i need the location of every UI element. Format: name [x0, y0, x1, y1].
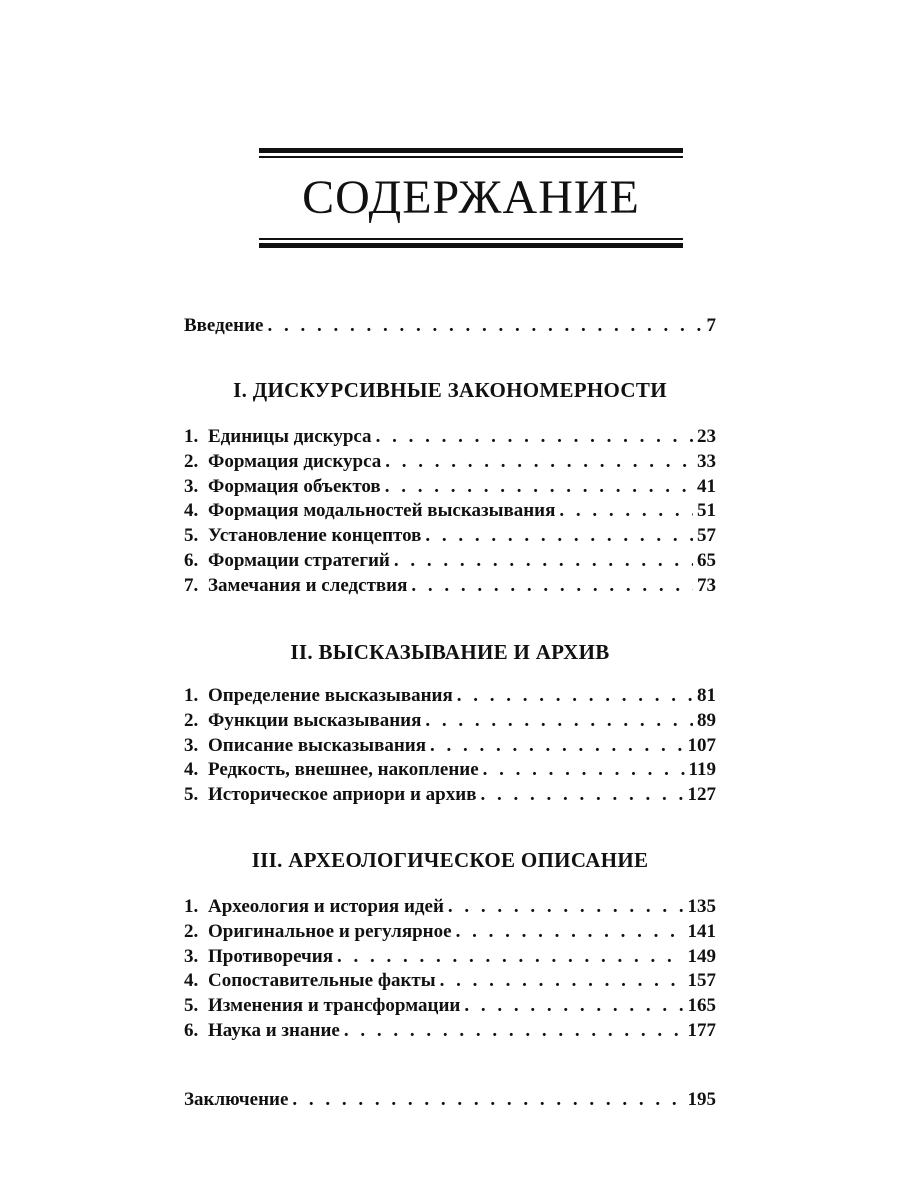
toc-row[interactable] — [184, 499, 716, 524]
toc-label: Изменения и трансформации — [208, 995, 461, 1017]
toc-page: 149 — [687, 945, 716, 967]
toc-page: 57 — [697, 525, 716, 547]
leader-dots — [394, 549, 693, 574]
toc-label: Наука и знание — [208, 1019, 340, 1041]
toc-page: 119 — [688, 759, 716, 781]
toc-row[interactable] — [184, 450, 716, 475]
toc-number: 3. — [184, 734, 199, 756]
toc-number: 1. — [184, 685, 199, 706]
toc-section-1 — [184, 425, 716, 599]
toc-label: Определение высказывания — [208, 685, 453, 706]
toc-page: 23 — [697, 426, 716, 447]
toc-row[interactable] — [184, 895, 716, 920]
toc-row[interactable] — [184, 709, 716, 734]
toc-row-conclusion[interactable] — [184, 1088, 716, 1113]
bottom-double-rule — [259, 238, 683, 248]
toc-label: Заключение — [184, 1089, 289, 1110]
toc-number: 4. — [184, 500, 199, 522]
toc-label: Формация дискурса — [208, 450, 382, 472]
section-heading-1: I. ДИСКУРСИВНЫЕ ЗАКОНОМЕРНОСТИ — [233, 378, 667, 402]
toc-page: 127 — [687, 784, 716, 806]
toc-page: 141 — [687, 920, 716, 942]
toc-number: 5. — [184, 525, 199, 547]
toc-page: 51 — [697, 500, 716, 522]
toc-label: Оригинальное и регулярное — [208, 920, 452, 942]
toc-label: Установление концептов — [208, 525, 422, 547]
toc-page: 7 — [706, 315, 716, 336]
leader-dots — [430, 734, 683, 759]
leader-dots — [337, 945, 684, 970]
leader-dots — [559, 499, 693, 524]
toc-number: 4. — [184, 970, 199, 992]
toc-number: 1. — [184, 426, 199, 447]
toc-row[interactable] — [184, 783, 716, 808]
toc-number: 2. — [184, 920, 199, 942]
toc-page: 135 — [687, 896, 716, 917]
toc-row[interactable] — [184, 969, 716, 994]
toc-page: 33 — [697, 450, 716, 472]
toc-number: 4. — [184, 759, 199, 781]
toc-label: Формация объектов — [208, 475, 381, 497]
leader-dots — [425, 524, 693, 549]
toc-page: 165 — [687, 995, 716, 1017]
toc-label: Введение — [184, 315, 264, 336]
top-double-rule — [259, 148, 683, 158]
toc-label: Функции высказывания — [208, 709, 422, 731]
toc-row[interactable] — [184, 684, 716, 709]
leader-dots — [385, 450, 693, 475]
leader-dots — [448, 895, 684, 920]
leader-dots — [344, 1019, 684, 1044]
section-heading-3: III. АРХЕОЛОГИЧЕСКОЕ ОПИСАНИЕ — [251, 848, 649, 872]
leader-dots — [457, 684, 693, 709]
leader-dots — [268, 314, 703, 339]
toc-label: Формации стратегий — [208, 549, 390, 571]
toc-row[interactable] — [184, 734, 716, 759]
toc-number: 7. — [184, 574, 199, 596]
toc-number: 6. — [184, 549, 199, 571]
toc-row-intro[interactable] — [184, 314, 716, 339]
toc-number: 3. — [184, 475, 199, 497]
toc-page: 89 — [697, 709, 716, 731]
section-heading-2: II. ВЫСКАЗЫВАНИЕ И АРХИВ — [290, 640, 610, 664]
leader-dots — [456, 920, 684, 945]
toc-page: 65 — [697, 549, 716, 571]
leader-dots — [292, 1088, 683, 1113]
toc-label: Археология и история идей — [208, 896, 444, 917]
leader-dots — [440, 969, 684, 994]
leader-dots — [480, 783, 683, 808]
toc-label: Редкость, внешнее, накопление — [208, 759, 479, 781]
toc-row[interactable] — [184, 574, 716, 599]
toc-page: 73 — [697, 574, 716, 596]
toc-label: Противоречия — [208, 945, 333, 967]
leader-dots — [483, 758, 685, 783]
leader-dots — [425, 709, 693, 734]
toc-row[interactable] — [184, 758, 716, 783]
toc-intro — [184, 314, 716, 339]
toc-row[interactable] — [184, 945, 716, 970]
toc-row[interactable] — [184, 994, 716, 1019]
toc-label: Формация модальностей высказывания — [208, 500, 556, 522]
toc-row[interactable] — [184, 475, 716, 500]
toc-label: Историческое априори и архив — [208, 784, 477, 806]
toc-row[interactable] — [184, 549, 716, 574]
toc-label: Замечания и следствия — [208, 574, 408, 596]
toc-row[interactable] — [184, 920, 716, 945]
toc-number: 5. — [184, 995, 199, 1017]
toc-label: Сопоставительные факты — [208, 970, 436, 992]
toc-row[interactable] — [184, 1019, 716, 1044]
toc-number: 5. — [184, 784, 199, 806]
toc-page: 107 — [687, 734, 716, 756]
toc-number: 6. — [184, 1019, 199, 1041]
toc-number: 1. — [184, 896, 199, 917]
leader-dots — [411, 574, 693, 599]
toc-page: 177 — [687, 1019, 716, 1041]
toc-row[interactable] — [184, 425, 716, 450]
toc-number: 2. — [184, 450, 199, 472]
toc-label: Единицы дискурса — [208, 426, 372, 447]
leader-dots — [376, 425, 693, 450]
toc-page: 41 — [697, 475, 716, 497]
toc-section-2 — [184, 684, 716, 808]
toc-page: 157 — [687, 970, 716, 992]
toc-row[interactable] — [184, 524, 716, 549]
page-title: СОДЕРЖАНИЕ — [302, 171, 640, 224]
toc-label: Описание высказывания — [208, 734, 427, 756]
leader-dots — [464, 994, 683, 1019]
toc-conclusion — [184, 1088, 716, 1113]
toc-page: 81 — [697, 685, 716, 706]
toc-section-3 — [184, 895, 716, 1044]
toc-number: 2. — [184, 709, 199, 731]
toc-page: 195 — [687, 1089, 716, 1110]
leader-dots — [385, 475, 693, 500]
toc-number: 3. — [184, 945, 199, 967]
